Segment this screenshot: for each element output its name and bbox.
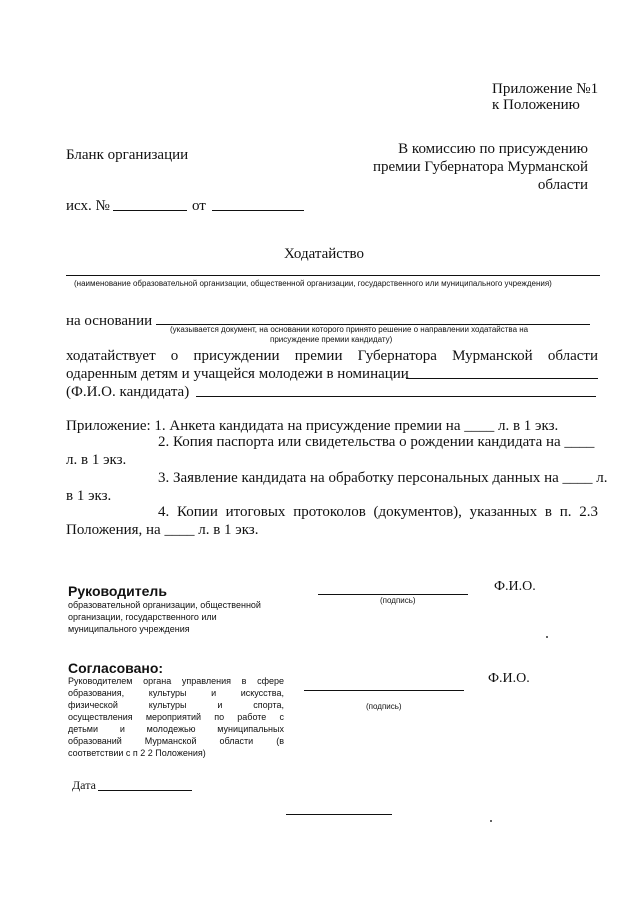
date-field [98,790,192,791]
approval-desc-line-5: детьми и молодежью муниципальных [68,724,284,734]
head-title: Руководитель [68,583,167,599]
addressee-line-3: области [537,177,588,193]
approval-signature-field [304,690,464,691]
organization-name-field [66,275,600,276]
head-signature-field [318,594,468,595]
approval-desc-line-2: образования, культуры и искусства, [68,688,284,698]
outgoing-number-label: исх. № [66,198,110,214]
nomination-field [406,378,598,379]
letterhead-label: Бланк организации [66,147,189,163]
petition-line-2: одаренным детям и учащейся молодежи в номинации [66,366,409,382]
attachment-item-4-cont: Положения, на ____ л. в 1 экз. [66,522,259,538]
approval-signature-caption: (подпись) [366,702,402,711]
head-desc-line-2: организации, государственного или [68,612,217,622]
basis-caption-line-2: присуждение премии кандидату) [270,335,393,344]
attachment-item-3: 3. Заявление кандидата на обработку персональных данных на ____ л. [158,470,608,486]
attachment-item-2: 2. Копия паспорта или свидетельства о рождении кандидата на ____ [158,434,595,450]
approval-fio-label: Ф.И.О. [488,671,530,686]
appendix-reference: к Положению [492,97,580,113]
approval-desc-line-3: физической культуры и спорта, [68,700,284,710]
candidate-name-label: (Ф.И.О. кандидата) [66,384,190,400]
attachment-item-3-cont: в 1 экз. [66,488,112,504]
basis-label: на основании [66,313,153,329]
scan-speck [546,636,548,638]
bottom-line [286,814,392,815]
head-fio-label: Ф.И.О. [494,579,536,594]
outgoing-date-field [212,210,304,211]
basis-caption-line-1: (указывается документ, на основании которого принято решение о направлении ходатайства на [170,325,529,334]
petition-line-1: ходатайствует о присуждении премии Губернатора Мурманской области [66,348,598,364]
organization-caption: (наименование образовательной организации, общественной организации, государственного или муниципального учреждения) [74,279,552,288]
head-desc-line-1: образовательной организации, общественной [68,600,261,610]
approval-desc-line-1: Руководителем органа управления в сфере [68,676,284,686]
approval-desc-line-7: соответствии с п 2 2 Положения) [68,748,206,758]
attachment-item-1: Приложение: 1. Анкета кандидата на присуждение премии на ____ л. в 1 экз. [66,418,559,434]
head-desc-line-3: муниципального учреждения [68,624,190,634]
approval-desc-line-4: осуществления мероприятий по работе с [68,712,284,722]
addressee-line-1: В комиссию по присуждению [398,141,588,157]
candidate-name-field [196,396,596,397]
outgoing-date-label: от [192,198,206,214]
addressee-line-2: премии Губернатора Мурманской [372,159,588,175]
outgoing-number-field [113,210,187,211]
approval-desc-line-6: образований Мурманской области (в [68,736,284,746]
date-label: Дата [72,778,96,792]
appendix-number: Приложение №1 [492,81,599,97]
scan-speck [490,820,492,822]
attachment-item-4: 4. Копии итоговых протоколов (документов), указанных в п. 2.3 [158,504,598,520]
head-signature-caption: (подпись) [380,596,416,605]
approval-title: Согласовано: [68,660,164,676]
document-title: Ходатайство [284,246,364,262]
attachment-item-2-cont: л. в 1 экз. [66,452,127,468]
